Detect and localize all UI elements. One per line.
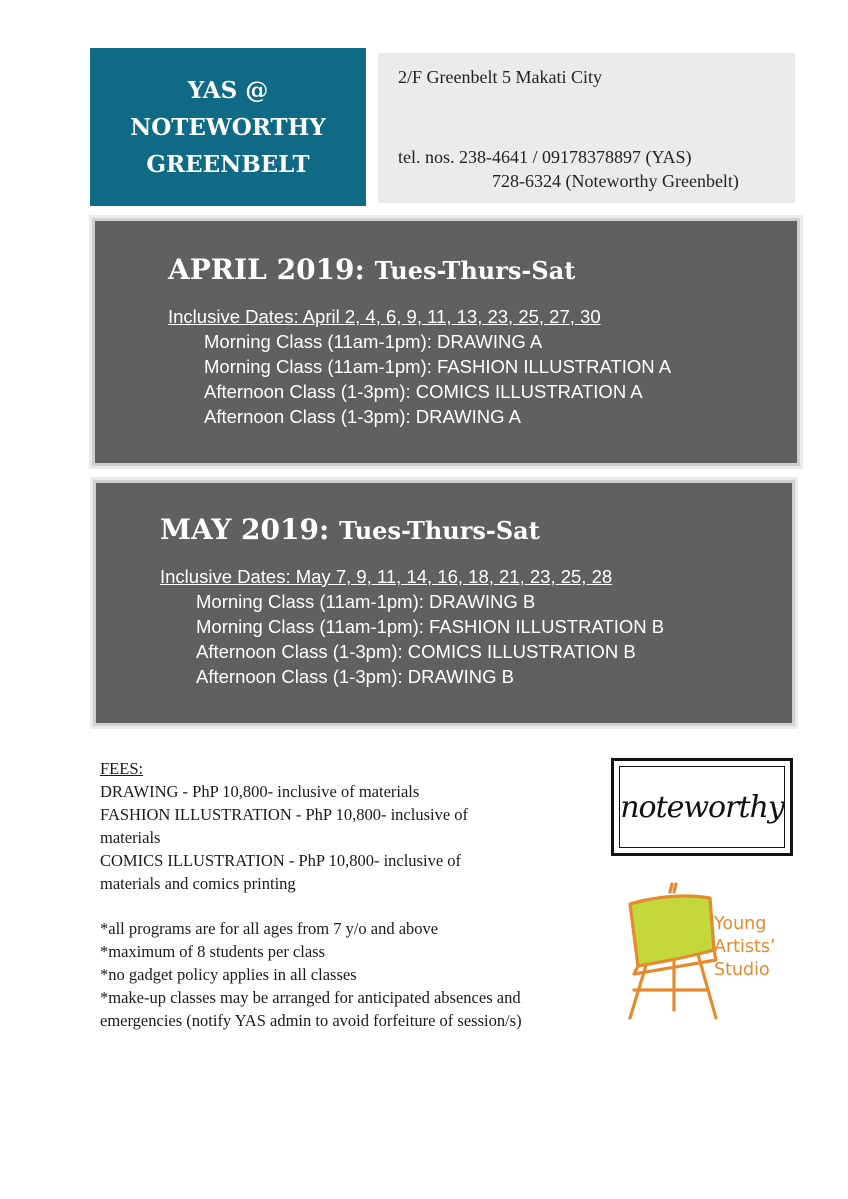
fee-line: FASHION ILLUSTRATION - PhP 10,800- inclusive of [100,805,469,824]
address-text: 2/F Greenbelt 5 Makati City [398,67,602,87]
may-title-month: MAY 2019: [160,513,340,546]
may-class-4: Afternoon Class (1-3pm): DRAWING B [196,666,515,687]
address-box [378,53,795,203]
title-line-2: NOTEWORTHY [130,113,326,141]
spacer [100,895,620,917]
yas-logo-line-3: Studio [714,960,770,980]
may-schedule-panel [93,480,795,726]
fee-line: DRAWING - PhP 10,800- inclusive of materials [100,782,420,801]
april-title-days: Tues-Thurs-Sat [374,256,576,285]
april-class-1: Morning Class (11am-1pm): DRAWING A [204,331,543,352]
yas-logo-text [714,913,776,982]
fees-section [100,757,620,1032]
title-line-3: GREENBELT [146,150,310,178]
may-title-days: Tues-Thurs-Sat [339,516,540,545]
noteworthy-logo-text: noteworthy [619,766,785,848]
note-line: emergencies (notify YAS admin to avoid forfeiture of session/s) [100,1011,522,1030]
note-line: *maximum of 8 students per class [100,942,326,961]
title-box [90,48,366,206]
may-inclusive-dates: Inclusive Dates: May 7, 9, 11, 14, 16, 18, 21, 23, 25, 28 [160,566,613,587]
april-schedule-panel [92,218,800,466]
title-line-1: YAS @ [187,76,269,104]
april-class-4: Afternoon Class (1-3pm): DRAWING A [204,406,521,427]
april-title [168,253,797,286]
note-line: *no gadget policy applies in all classes [100,965,357,984]
april-title-month: APRIL 2019: [168,253,375,286]
fee-line: materials [100,828,161,847]
note-line: *make-up classes may be arranged for anticipated absences and [100,988,521,1007]
fee-line: materials and comics printing [100,874,296,893]
fees-heading: FEES: [100,759,144,778]
telephone-block [398,145,739,193]
may-class-1: Morning Class (11am-1pm): DRAWING B [196,591,536,612]
may-title [160,513,792,546]
telephone-line-2: 728-6324 (Noteworthy Greenbelt) [492,171,739,191]
may-class-3: Afternoon Class (1-3pm): COMICS ILLUSTRATION B [196,641,636,662]
yas-logo-line-1: Young [714,914,767,934]
noteworthy-logo [611,758,793,856]
telephone-line-1: tel. nos. 238-4641 / 09178378897 (YAS) [398,147,692,167]
april-class-2: Morning Class (11am-1pm): FASHION ILLUSTRATION A [204,356,672,377]
note-line: *all programs are for all ages from 7 y/o and above [100,919,439,938]
yas-logo-line-2: Artists’ [714,937,776,957]
may-class-2: Morning Class (11am-1pm): FASHION ILLUSTRATION B [196,616,665,637]
april-inclusive-dates: Inclusive Dates: April 2, 4, 6, 9, 11, 13, 23, 25, 27, 30 [168,306,601,327]
fee-line: COMICS ILLUSTRATION - PhP 10,800- inclusive of [100,851,462,870]
april-class-3: Afternoon Class (1-3pm): COMICS ILLUSTRATION A [204,381,643,402]
